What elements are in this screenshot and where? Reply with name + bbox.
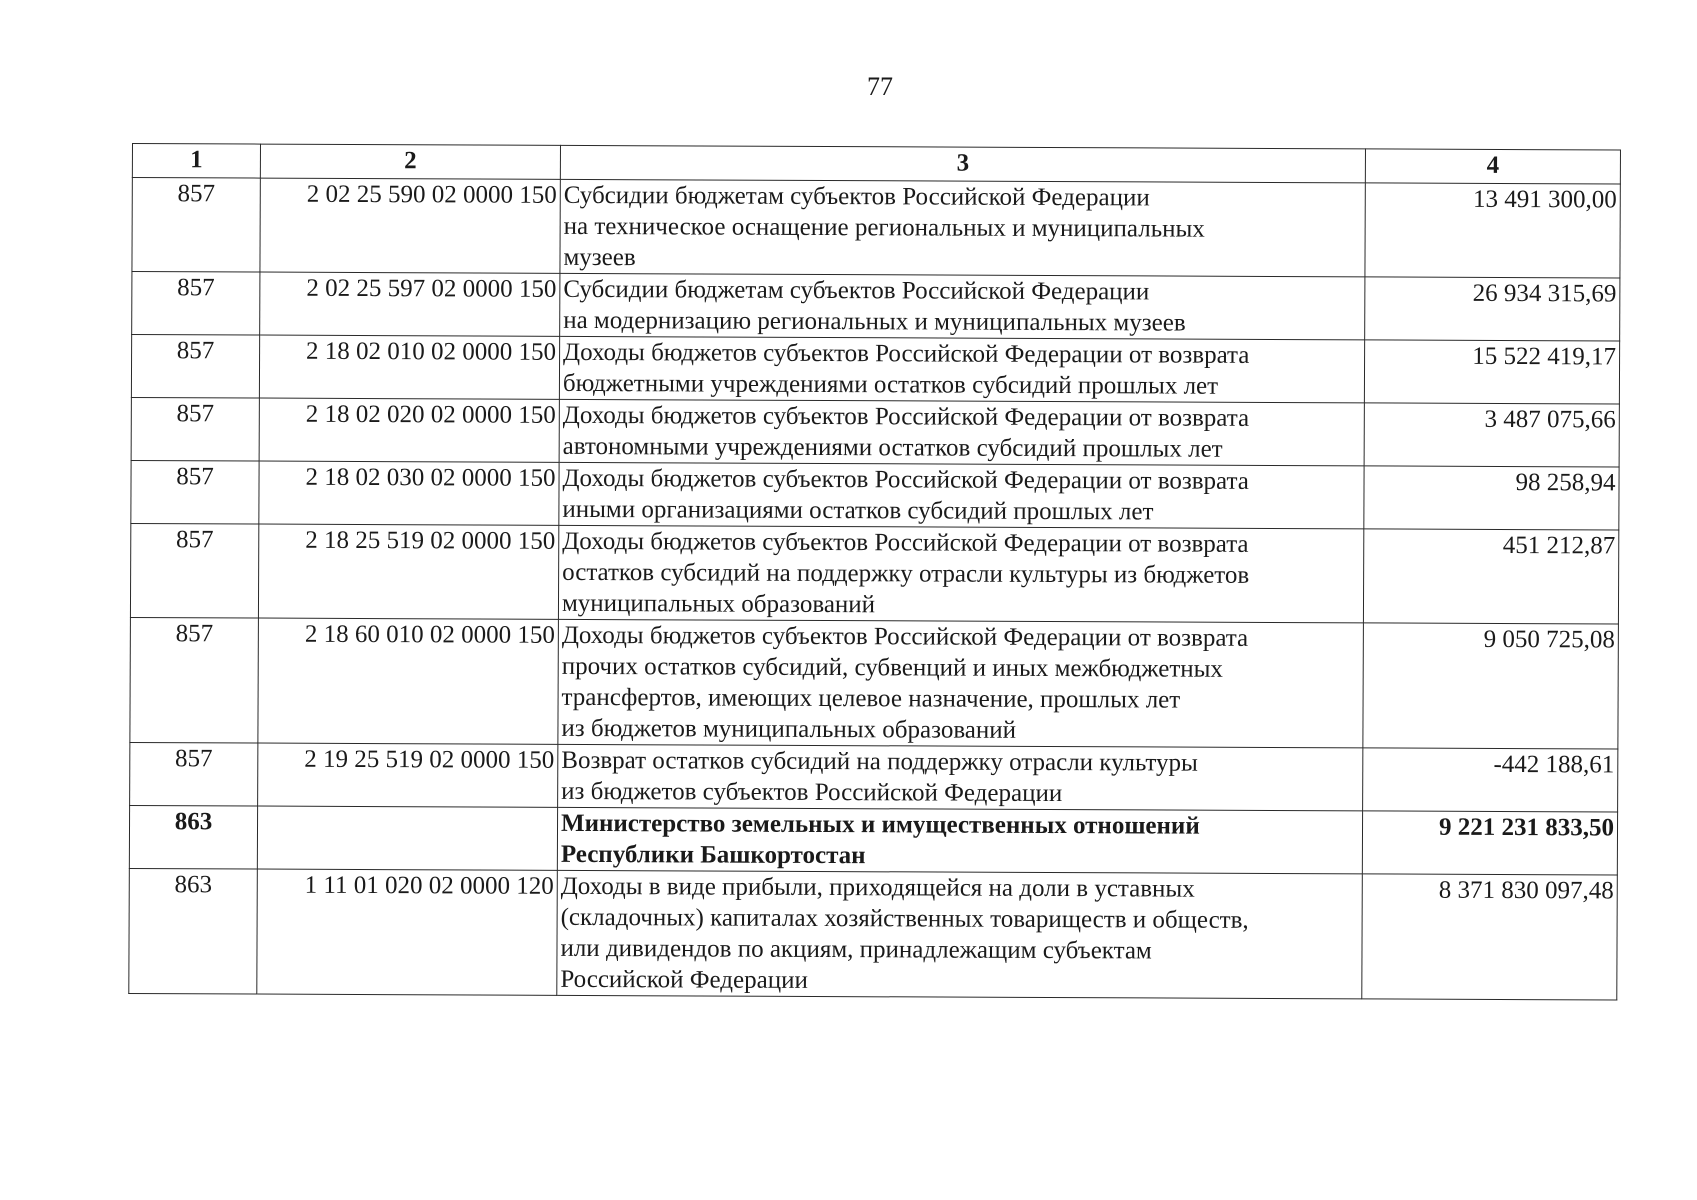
- revenue-name-line: Субсидии бюджетам субъектов Российской Федерации: [563, 181, 1150, 212]
- cell-amount: -442 188,61: [1363, 748, 1618, 812]
- revenue-name-line: Доходы в виде прибыли, приходящейся на доли в уставных: [560, 872, 1195, 903]
- cell-admin-code: 857: [130, 742, 258, 806]
- cell-revenue-name: [557, 870, 1363, 999]
- revenue-name-line: остатков субсидий на поддержку отрасли культуры из бюджетов: [562, 558, 1250, 589]
- table-row: [129, 868, 1618, 999]
- cell-revenue-name: [559, 399, 1364, 466]
- table-body: [129, 178, 1621, 1000]
- revenue-name-line: автономными учреждениями остатков субсидий прошлых лет: [562, 432, 1223, 463]
- table-row: [130, 617, 1619, 748]
- cell-amount: 9 221 231 833,50: [1362, 811, 1617, 875]
- cell-admin-code: 857: [131, 460, 259, 524]
- cell-classification-code: 2 18 02 030 02 0000 150: [259, 461, 559, 525]
- revenue-name-line: муниципальных образований: [561, 589, 876, 619]
- revenue-name-line: Доходы бюджетов субъектов Российской Федерации от возврата: [562, 464, 1249, 495]
- table-row: [132, 178, 1620, 278]
- revenue-name-line: (складочных) капиталах хозяйственных товариществ и обществ,: [560, 903, 1249, 934]
- revenue-name-line: на техническое оснащение региональных и муниципальных: [563, 212, 1205, 243]
- revenue-name-line: Республики Башкортостан: [560, 840, 866, 870]
- revenue-name-line: Доходы бюджетов субъектов Российской Федерации от возврата: [562, 401, 1250, 432]
- cell-amount: 451 212,87: [1363, 529, 1618, 624]
- cell-classification-code: 2 18 02 020 02 0000 150: [259, 398, 559, 462]
- revenue-name-line: на модернизацию региональных и муниципальных музеев: [563, 306, 1186, 337]
- cell-admin-code: 857: [132, 178, 260, 273]
- revenue-name-line: Доходы бюджетов субъектов Российской Федерации от возврата: [563, 338, 1250, 369]
- revenue-name-line: прочих остатков субсидий, субвенций и иных межбюджетных: [561, 652, 1224, 683]
- cell-amount: 8 371 830 097,48: [1362, 874, 1618, 1000]
- table-row: [131, 335, 1619, 404]
- cell-admin-code: 863: [129, 868, 258, 994]
- cell-revenue-name: [558, 744, 1363, 811]
- cell-amount: 15 522 419,17: [1364, 340, 1619, 404]
- cell-admin-code: 857: [130, 617, 259, 743]
- cell-classification-code: 2 18 02 010 02 0000 150: [259, 335, 559, 399]
- cell-admin-code: 857: [132, 272, 260, 336]
- table-row: [129, 805, 1617, 874]
- cell-classification-code: 1 11 01 020 02 0000 120: [257, 869, 558, 995]
- cell-amount: 98 258,94: [1364, 466, 1619, 530]
- cell-revenue-name: [559, 336, 1364, 403]
- cell-revenue-name: [560, 273, 1365, 340]
- cell-admin-code: 863: [129, 805, 257, 869]
- cell-revenue-name: [558, 619, 1364, 748]
- cell-amount: 26 934 315,69: [1365, 277, 1620, 341]
- revenue-name-line: Возврат остатков субсидий на поддержку отрасли культуры: [561, 746, 1198, 777]
- cell-revenue-name: [560, 179, 1365, 277]
- cell-admin-code: 857: [130, 523, 258, 618]
- table-row: [132, 272, 1620, 341]
- revenue-name-line: или дивидендов по акциям, принадлежащим субъектам: [560, 934, 1152, 965]
- cell-amount: 9 050 725,08: [1363, 623, 1619, 749]
- revenue-name-line: Субсидии бюджетам субъектов Российской Федерации: [563, 275, 1150, 306]
- revenue-name-line: из бюджетов муниципальных образований: [561, 714, 1017, 744]
- header-column-3: 3: [560, 145, 1365, 183]
- cell-revenue-name: [557, 807, 1362, 874]
- table-row: [131, 397, 1619, 466]
- cell-amount: 3 487 075,66: [1364, 403, 1619, 467]
- revenue-name-line: бюджетными учреждениями остатков субсидий прошлых лет: [562, 369, 1219, 400]
- revenue-name-line: Российской Федерации: [560, 965, 808, 994]
- revenue-name-line: Министерство земельных и имущественных отношений: [560, 809, 1200, 840]
- table-row: [130, 523, 1618, 623]
- revenue-name-line: Доходы бюджетов субъектов Российской Федерации от возврата: [561, 621, 1249, 652]
- revenue-name-line: из бюджетов субъектов Российской Федерации: [561, 777, 1063, 808]
- cell-classification-code: 2 18 60 010 02 0000 150: [258, 618, 559, 744]
- cell-revenue-name: [559, 462, 1364, 529]
- cell-classification-code: 2 02 25 597 02 0000 150: [260, 272, 560, 336]
- budget-revenue-table: [128, 143, 1621, 1000]
- cell-amount: 13 491 300,00: [1365, 183, 1620, 278]
- revenue-name-line: музеев: [563, 243, 636, 272]
- revenue-name-line: иными организациями остатков субсидий прошлых лет: [562, 495, 1154, 526]
- revenue-name-line: трансфертов, имеющих целевое назначение, прошлых лет: [561, 683, 1181, 714]
- cell-classification-code: 2 18 25 519 02 0000 150: [258, 524, 558, 619]
- cell-revenue-name: [558, 525, 1363, 623]
- revenue-name-line: Доходы бюджетов субъектов Российской Федерации от возврата: [562, 527, 1249, 558]
- header-column-1: 1: [132, 144, 260, 179]
- cell-admin-code: 857: [131, 397, 259, 461]
- header-column-2: 2: [260, 144, 560, 179]
- table-row: [131, 460, 1619, 529]
- cell-admin-code: 857: [131, 335, 259, 399]
- table-row: [130, 742, 1618, 811]
- cell-classification-code: 2 02 25 590 02 0000 150: [260, 178, 560, 273]
- header-column-4: 4: [1365, 149, 1620, 184]
- cell-classification-code: 2 19 25 519 02 0000 150: [258, 743, 558, 807]
- page-number: 77: [867, 72, 893, 101]
- cell-classification-code: [257, 806, 557, 870]
